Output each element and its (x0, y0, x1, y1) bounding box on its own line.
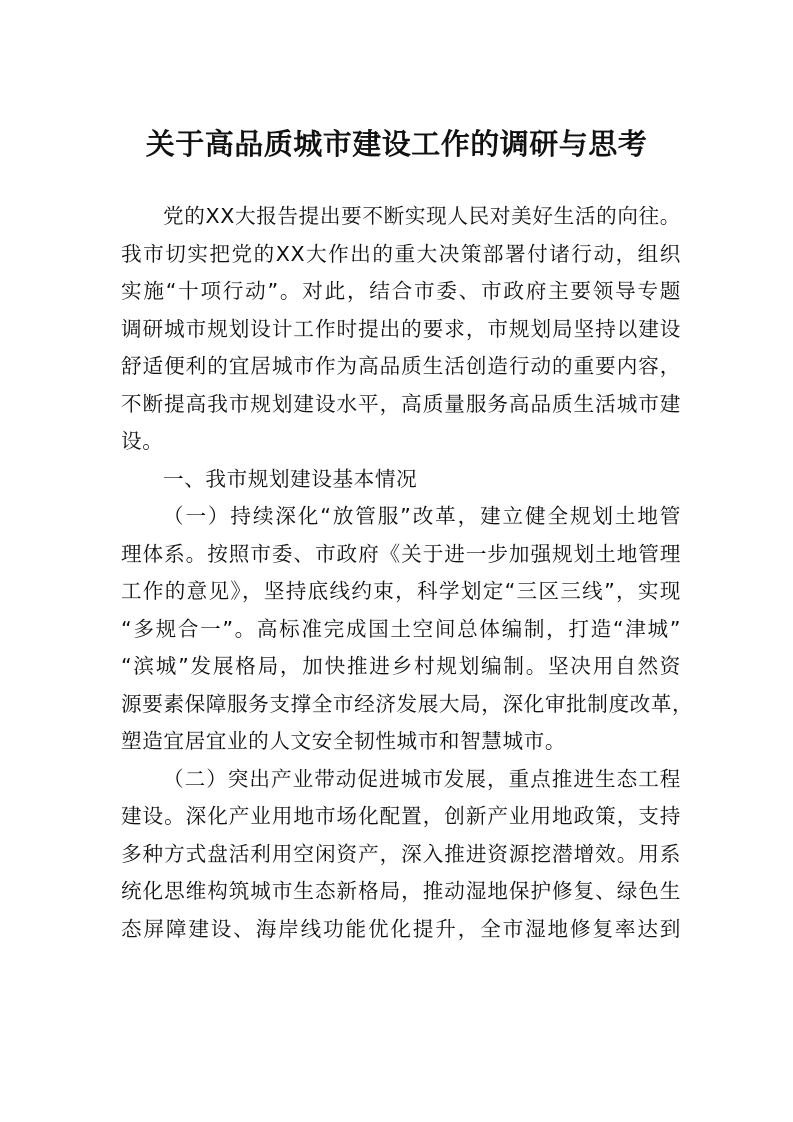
text-line: 党的XX大报告提出要不断实现人民对美好生活的向往。 (163, 204, 681, 228)
text-line: 设。 (121, 429, 164, 453)
section-heading-1 (121, 461, 681, 499)
document-body (121, 198, 694, 948)
text-line: 塑造宜居宜业的人文安全韧性城市和智慧城市。 (121, 729, 567, 753)
subsection-1-paragraph (121, 498, 694, 761)
text-line: （二）突出产业带动促进城市发展，重点推进生态工程 (163, 766, 681, 791)
text-line: （一）持续深化“放管服”改革，建立健全规划土地管 (163, 504, 681, 528)
document-title: 关于高品质城市建设工作的调研与思考 (145, 127, 648, 161)
text-line: 态屏障建设、海岸线功能优化提升，全市湿地修复率达到 (121, 916, 681, 941)
text-line: 建设。深化产业用地市场化配置，创新产业用地政策，支持 (121, 804, 681, 828)
text-line: “滨城”发展格局，加快推进乡村规划编制。坚决用自然资 (121, 654, 681, 678)
text-line: 理体系。按照市委、市政府《关于进一步加强规划土地管理 (121, 541, 681, 566)
text-line: 实施“十项行动”。对此，结合市委、市政府主要领导专题 (121, 279, 681, 303)
section-heading: 一、我市规划建设基本情况 (163, 466, 418, 491)
intro-paragraph (121, 198, 681, 461)
subsection-2-paragraph (121, 761, 681, 949)
text-line: 我市切实把党的XX大作出的重大决策部署付诸行动，组织 (121, 241, 681, 266)
text-line: 源要素保障服务支撑全市经济发展大局，深化审批制度改革， (121, 691, 694, 716)
text-line: 统化思维构筑城市生态新格局，推动湿地保护修复、绿色生 (121, 879, 681, 903)
text-line: 工作的意见》，坚持底线约束，科学划定“三区三线”，实现 (121, 579, 681, 603)
text-line: 调研城市规划设计工作时提出的要求，市规划局坚持以建设 (121, 316, 681, 341)
text-line: 不断提高我市规划建设水平，高质量服务高品质生活城市建 (121, 391, 681, 416)
text-line: 多种方式盘活利用空闲资产，深入推进资源挖潜增效。用系 (121, 841, 681, 866)
text-line: “多规合一”。高标准完成国土空间总体编制，打造“津城” (121, 616, 681, 641)
text-line: 舒适便利的宜居城市作为高品质生活创造行动的重要内容， (121, 354, 681, 378)
